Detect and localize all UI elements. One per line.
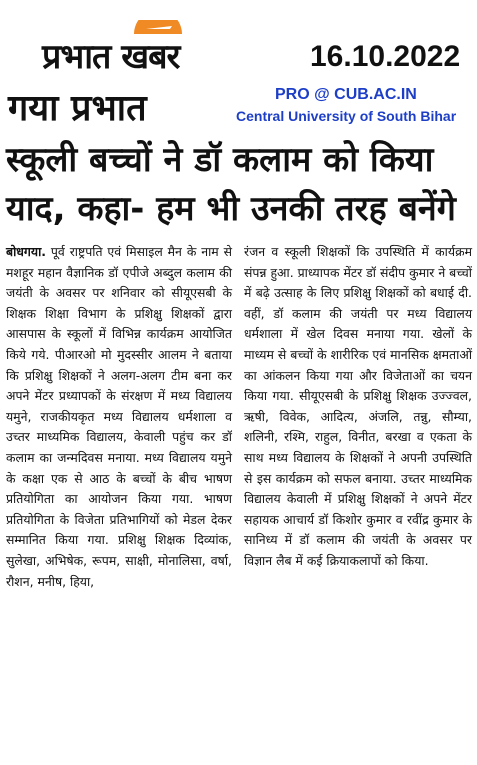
headline-line-2: याद, कहा- हम भी उनकी तरह बनेंगे bbox=[6, 189, 456, 229]
dateline: बोधगया. bbox=[6, 244, 46, 259]
publication-date: 16.10.2022 bbox=[310, 40, 461, 73]
pro-stamp: PRO @ CUB.AC.IN bbox=[275, 86, 417, 103]
masthead bbox=[20, 10, 460, 88]
edition-title: गया प्रभात bbox=[8, 88, 147, 129]
column-1-text: पूर्व राष्ट्रपति एवं मिसाइल मैन के नाम से मशहूर महान वैज्ञानिक डॉ एपीजे अब्दुल कलाम की जयंती के अवसर पर शनिवार को सीयूएसबी के शिक्षक शिक्षा विभाग के प्रशिक्षु शिक्षकों द्वारा आसपास के स्कूलों में विभिन्न कार्यक्रम आयोजित किये गये. पीआरओ मो मुदस्सीर आलम ने बताया कि प्रशिक्षु शिक्षकों ने अलग-अलग टीम बना कर अपने मेंटर प्रध्यापकों के संरक्षण में मध्य विद्यालय यमुने, राजकीयकृत मध्य विद्यालय धर्मशाला व उच्तर माध्यमिक विद्यालय, केवाली पहुंच कर डॉ कलाम का जन्मदिवस मनाया. मध्य विद्यालय यमुने के कक्षा एक से आठ के बच्चों के बीच भाषण प्रतियोगिता का आयोजन किया गया. भाषण प्रतियोगिता के विजेता प्रतिभागियों को मेडल देकर सम्मानित किया गया. प्रशिक्षु शिक्षक दिव्यांक, सुलेखा, अभिषेक, रूपम, साक्षी, मोनालिसा, वर्षा, रौशन, मनीष, हिया, bbox=[6, 244, 232, 589]
article-column-1 bbox=[6, 242, 232, 592]
article-body bbox=[6, 242, 472, 762]
column-2-text: रंजन व स्कूली शिक्षकों कि उपस्थिति में कार्यक्रम संपन्न हुआ. प्राध्यापक मेंटर डॉ संदीप कुमार ने बच्चों में बढ़े उत्साह के लिए प्रशिक्षु शिक्षकों को बधाई दी. वहीं, डॉ कलाम की जयंती पर मध्य विद्यालय धर्मशाला में खेल दिवस मनाया गया. खेलों के माध्यम से बच्चों के शारीरिक एवं मानसिक क्षमताओं का आंकलन किया गया और विजेताओं का चयन किया गया. सीयूएसबी के प्रशिक्षु शिक्षक उज्ज्वल, ऋषी, विवेक, आदित्य, अंजलि, तन्नु, सौम्या, शलिनी, रश्मि, राहुल, विनीत, बरखा व एकता के साथ मध्य विद्यालय के शिक्षकों ने अपनी उपस्थिति से इस कार्यक्रम को सफल बनाया. उच्तर माध्यमिक विद्यालय केवाली में प्रशिक्षु शिक्षकों ने अपने मेंटर सहायक आचार्य डॉ किशोर कुमार व रवींद्र कुमार के सानिध्य में डॉ कलाम की जयंती के अवसर पर विज्ञान लैब में कई क्रियाकलापों को किया. bbox=[244, 244, 472, 568]
headline-line-1: स्कूली बच्चों ने डॉ कलाम को किया bbox=[6, 140, 434, 180]
newspaper-logo: प्रभात खबर bbox=[42, 37, 180, 77]
university-stamp: Central University of South Bihar bbox=[236, 108, 457, 124]
article-column-2 bbox=[244, 242, 472, 572]
article-headline bbox=[6, 136, 472, 234]
